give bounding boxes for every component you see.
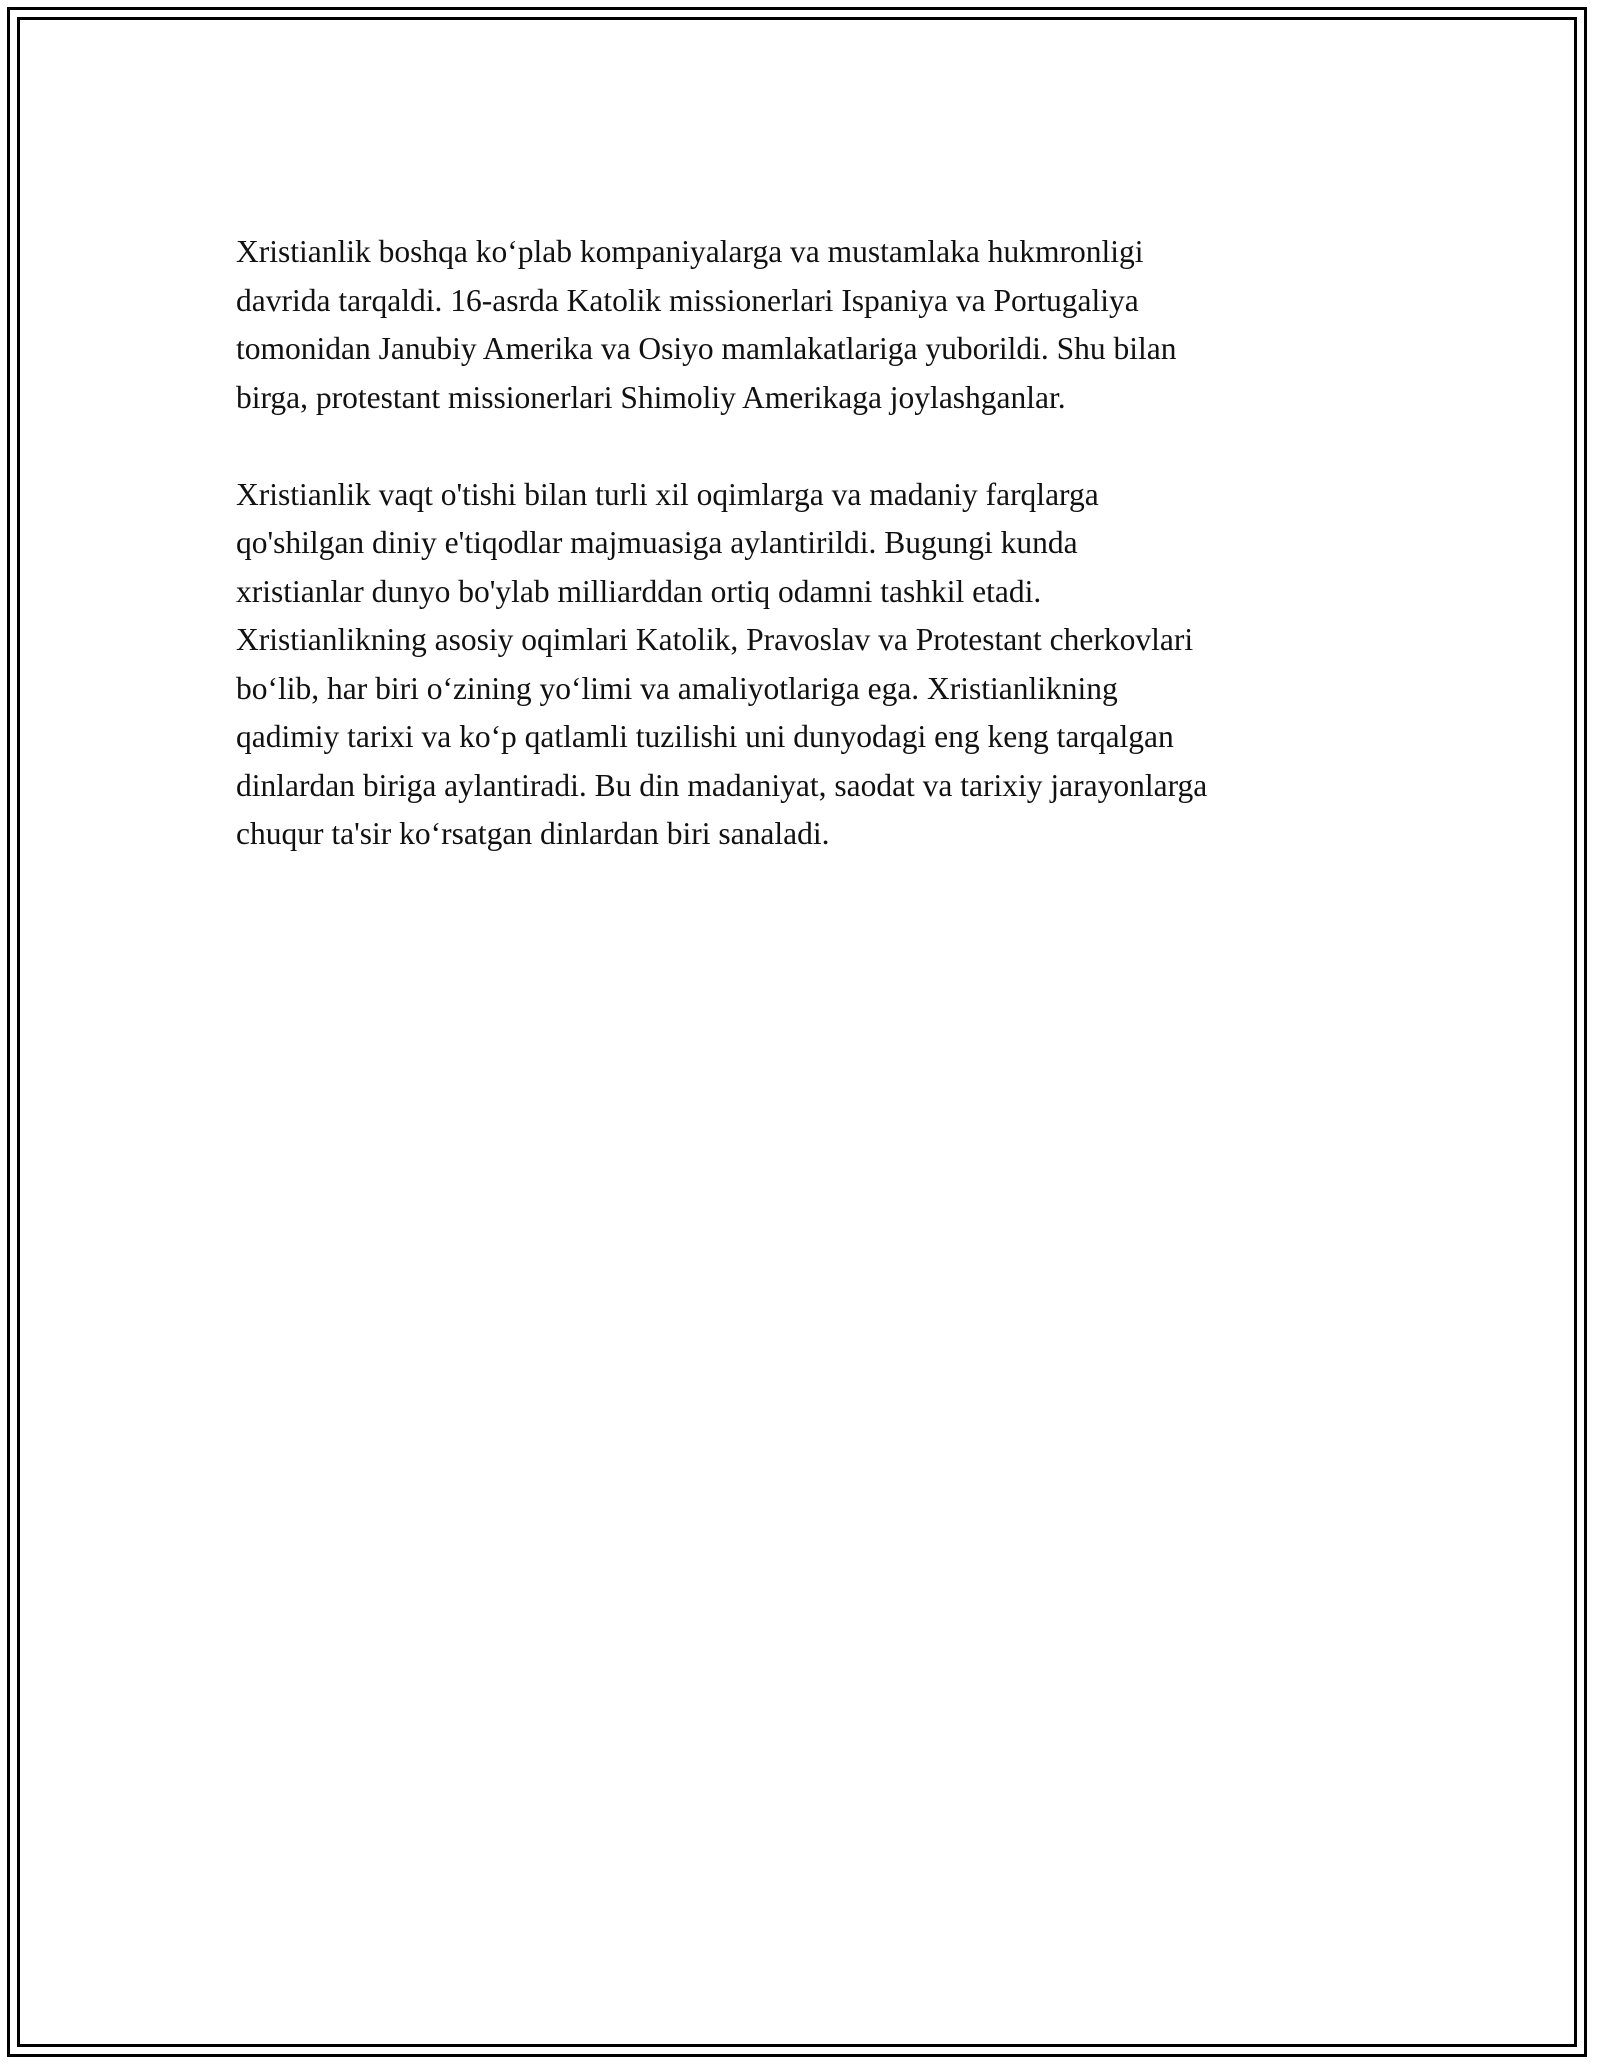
paragraph-2: Xristianlik vaqt o'tishi bilan turli xil oqimlarga va madaniy farqlarga qo'shilgan diniy e'tiqodlar majmuasiga aylantirildi. Bugungi kunda xristianlar dunyo bo'ylab milliarddan ortiq odamni tashkil etadi. Xristianlikning asosiy oqimlari Katolik, Pravoslav va Protestant cherkovlari bo‘lib, har biri o‘zining yo‘limi va amaliyotlariga ega. Xristianlikning qadimiy tarixi va ko‘p qatlamli tuzilishi uni dunyodagi eng keng tarqalgan dinlardan biriga aylantiradi. Bu din madaniyat, saodat va tarixiy jarayonlarga chuqur ta'sir ko‘rsatgan dinlardan biri sanaladi. [236, 476, 1208, 851]
document-body [236, 228, 1396, 859]
paragraph-1: Xristianlik boshqa ko‘plab kompaniyalarga va mustamlaka hukmronligi davrida tarqaldi. 16-asrda Katolik missionerlari Ispaniya va Portugaliya tomonidan Janubiy Amerika va Osiyo mamlakatlariga yuborildi. Shu bilan birga, protestant missionerlari Shimoliy Amerikaga joylashganlar. [236, 234, 1177, 415]
